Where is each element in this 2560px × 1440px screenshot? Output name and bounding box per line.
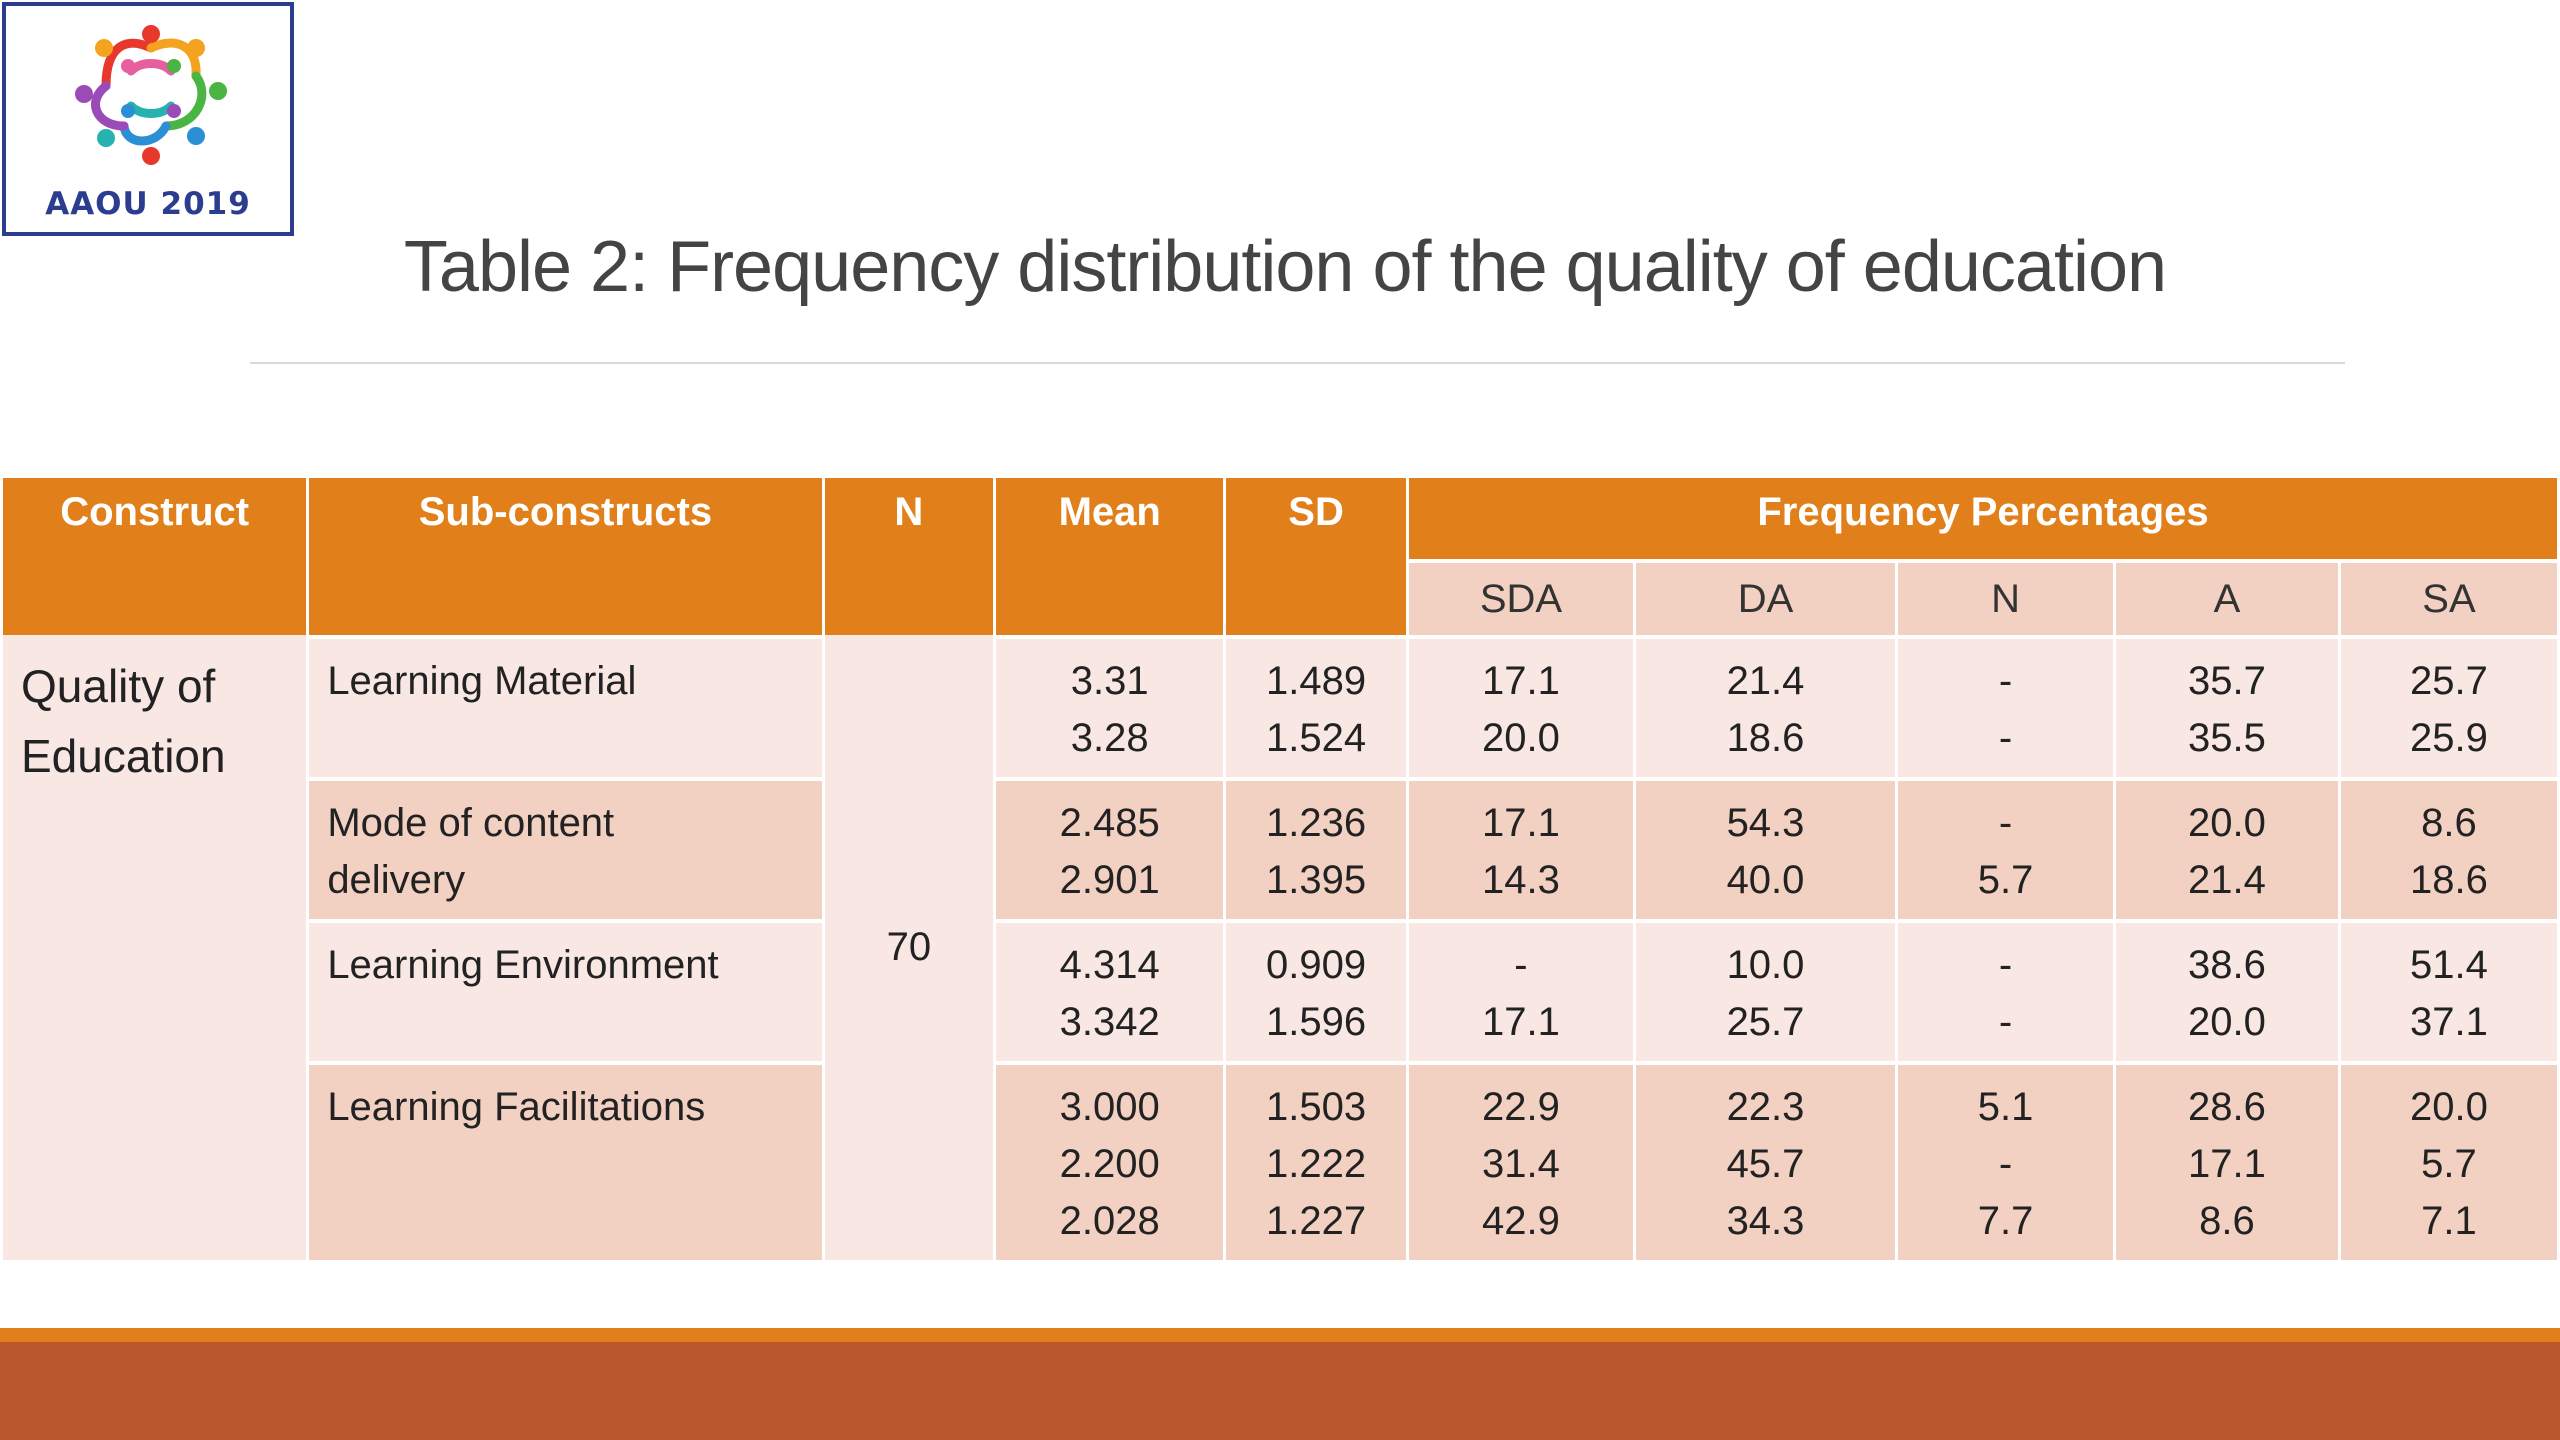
sd-cell bbox=[1226, 919, 1406, 1061]
mean-cell bbox=[996, 919, 1223, 1061]
subheader-a: A bbox=[2116, 559, 2338, 635]
sa-cell bbox=[2341, 919, 2557, 1061]
value: 20.0 bbox=[1482, 716, 1560, 760]
value: 3.342 bbox=[1059, 1000, 1160, 1044]
subconstruct-label: Learning Facilitations bbox=[309, 1061, 821, 1260]
conference-logo bbox=[2, 2, 294, 236]
table-row bbox=[3, 1061, 2557, 1260]
value: 2.028 bbox=[1059, 1199, 1160, 1243]
value: 7.1 bbox=[2421, 1199, 2477, 1243]
value: 40.0 bbox=[1726, 858, 1805, 902]
value: 21.4 bbox=[1726, 659, 1805, 703]
value: 31.4 bbox=[1482, 1142, 1560, 1186]
value: 14.3 bbox=[1482, 858, 1560, 902]
value: 35.5 bbox=[2188, 716, 2266, 760]
subheader-n: N bbox=[1898, 559, 2113, 635]
value: 1.395 bbox=[1266, 858, 1367, 902]
value: - bbox=[1998, 1142, 2013, 1186]
value: 54.3 bbox=[1726, 801, 1805, 845]
a-cell bbox=[2116, 635, 2338, 777]
value: 21.4 bbox=[2188, 858, 2266, 902]
subheader-sa: SA bbox=[2341, 559, 2557, 635]
sa-cell bbox=[2341, 1061, 2557, 1260]
value: 18.6 bbox=[2410, 858, 2488, 902]
header-n: N bbox=[825, 478, 994, 635]
mean-cell bbox=[996, 1061, 1223, 1260]
sda-cell bbox=[1409, 919, 1633, 1061]
value: 22.3 bbox=[1726, 1085, 1805, 1129]
a-cell bbox=[2116, 1061, 2338, 1260]
value: 38.6 bbox=[2188, 943, 2266, 987]
value: 1.227 bbox=[1266, 1199, 1367, 1243]
value: 25.9 bbox=[2410, 716, 2488, 760]
da-cell bbox=[1636, 919, 1895, 1061]
value: 25.7 bbox=[2410, 659, 2488, 703]
value: 17.1 bbox=[1482, 659, 1560, 703]
value: 17.1 bbox=[2188, 1142, 2266, 1186]
value: 5.7 bbox=[1977, 858, 2034, 902]
people-circle-icon bbox=[46, 16, 256, 186]
da-cell bbox=[1636, 777, 1895, 919]
value: - bbox=[1998, 801, 2013, 845]
n-cell: 70 bbox=[825, 635, 994, 1260]
header-sd: SD bbox=[1226, 478, 1406, 635]
n-freq-cell bbox=[1898, 635, 2113, 777]
value: 51.4 bbox=[2410, 943, 2488, 987]
value: - bbox=[1998, 943, 2013, 987]
title-divider bbox=[250, 362, 2345, 364]
da-cell bbox=[1636, 1061, 1895, 1260]
footer-band bbox=[0, 1342, 2560, 1440]
value: 3.000 bbox=[1059, 1085, 1160, 1129]
construct-cell: Quality of Education bbox=[3, 635, 306, 1260]
table-row bbox=[3, 919, 2557, 1061]
subconstruct-label: Learning Environment bbox=[309, 919, 821, 1061]
sd-cell bbox=[1226, 635, 1406, 777]
value: - bbox=[1514, 943, 1528, 987]
header-mean: Mean bbox=[996, 478, 1223, 635]
sda-cell bbox=[1409, 635, 1633, 777]
value: 45.7 bbox=[1726, 1142, 1805, 1186]
value: 28.6 bbox=[2188, 1085, 2266, 1129]
header-subconstructs: Sub-constructs bbox=[309, 478, 821, 635]
value: 1.524 bbox=[1266, 716, 1367, 760]
value: 25.7 bbox=[1726, 1000, 1805, 1044]
value: 2.200 bbox=[1059, 1142, 1160, 1186]
value: 2.485 bbox=[1059, 801, 1160, 845]
subheader-sda: SDA bbox=[1409, 559, 1633, 635]
sda-cell bbox=[1409, 1061, 1633, 1260]
subconstruct-label: Mode of content delivery bbox=[309, 777, 821, 919]
subconstruct-label: Learning Material bbox=[309, 635, 821, 777]
value: 4.314 bbox=[1059, 943, 1160, 987]
sd-cell bbox=[1226, 777, 1406, 919]
sa-cell bbox=[2341, 635, 2557, 777]
value: 34.3 bbox=[1726, 1199, 1805, 1243]
value: 10.0 bbox=[1726, 943, 1805, 987]
value: 20.0 bbox=[2188, 1000, 2266, 1044]
value: 20.0 bbox=[2410, 1085, 2488, 1129]
n-freq-cell bbox=[1898, 777, 2113, 919]
value: 3.28 bbox=[1070, 716, 1149, 760]
value: 3.31 bbox=[1070, 659, 1149, 703]
value: 1.596 bbox=[1266, 1000, 1367, 1044]
a-cell bbox=[2116, 777, 2338, 919]
value: 37.1 bbox=[2410, 1000, 2488, 1044]
value: 42.9 bbox=[1482, 1199, 1560, 1243]
footer-accent-line bbox=[0, 1328, 2560, 1342]
value: - bbox=[1998, 716, 2013, 760]
value: - bbox=[1998, 659, 2013, 703]
n-freq-cell bbox=[1898, 1061, 2113, 1260]
value: 17.1 bbox=[1482, 1000, 1560, 1044]
logo-text: AAOU 2019 bbox=[45, 186, 251, 222]
mean-cell bbox=[996, 635, 1223, 777]
subheader-da: DA bbox=[1636, 559, 1895, 635]
value: 2.901 bbox=[1059, 858, 1160, 902]
header-frequency-percentages: Frequency Percentages bbox=[1409, 478, 2557, 559]
a-cell bbox=[2116, 919, 2338, 1061]
table-row bbox=[3, 777, 2557, 919]
value: 5.7 bbox=[2421, 1142, 2477, 1186]
n-freq-cell bbox=[1898, 919, 2113, 1061]
mean-cell bbox=[996, 777, 1223, 919]
sd-cell bbox=[1226, 1061, 1406, 1260]
value: - bbox=[1998, 1000, 2013, 1044]
value: 8.6 bbox=[2199, 1199, 2255, 1243]
value: 18.6 bbox=[1726, 716, 1805, 760]
value: 1.503 bbox=[1266, 1085, 1367, 1129]
sa-cell bbox=[2341, 777, 2557, 919]
value: 20.0 bbox=[2188, 801, 2266, 845]
value: 5.1 bbox=[1977, 1085, 2034, 1129]
table-row bbox=[3, 635, 2557, 777]
value: 7.7 bbox=[1977, 1199, 2034, 1243]
value: 35.7 bbox=[2188, 659, 2266, 703]
value: 8.6 bbox=[2421, 801, 2477, 845]
value: 22.9 bbox=[1482, 1085, 1560, 1129]
value: 1.489 bbox=[1266, 659, 1367, 703]
value: 0.909 bbox=[1266, 943, 1367, 987]
slide-title: Table 2: Frequency distribution of the quality of education bbox=[403, 227, 2167, 307]
da-cell bbox=[1636, 635, 1895, 777]
value: 1.236 bbox=[1266, 801, 1367, 845]
sda-cell bbox=[1409, 777, 1633, 919]
value: 17.1 bbox=[1482, 801, 1560, 845]
frequency-table bbox=[0, 478, 2560, 1260]
value: 1.222 bbox=[1266, 1142, 1367, 1186]
header-construct: Construct bbox=[3, 478, 306, 635]
